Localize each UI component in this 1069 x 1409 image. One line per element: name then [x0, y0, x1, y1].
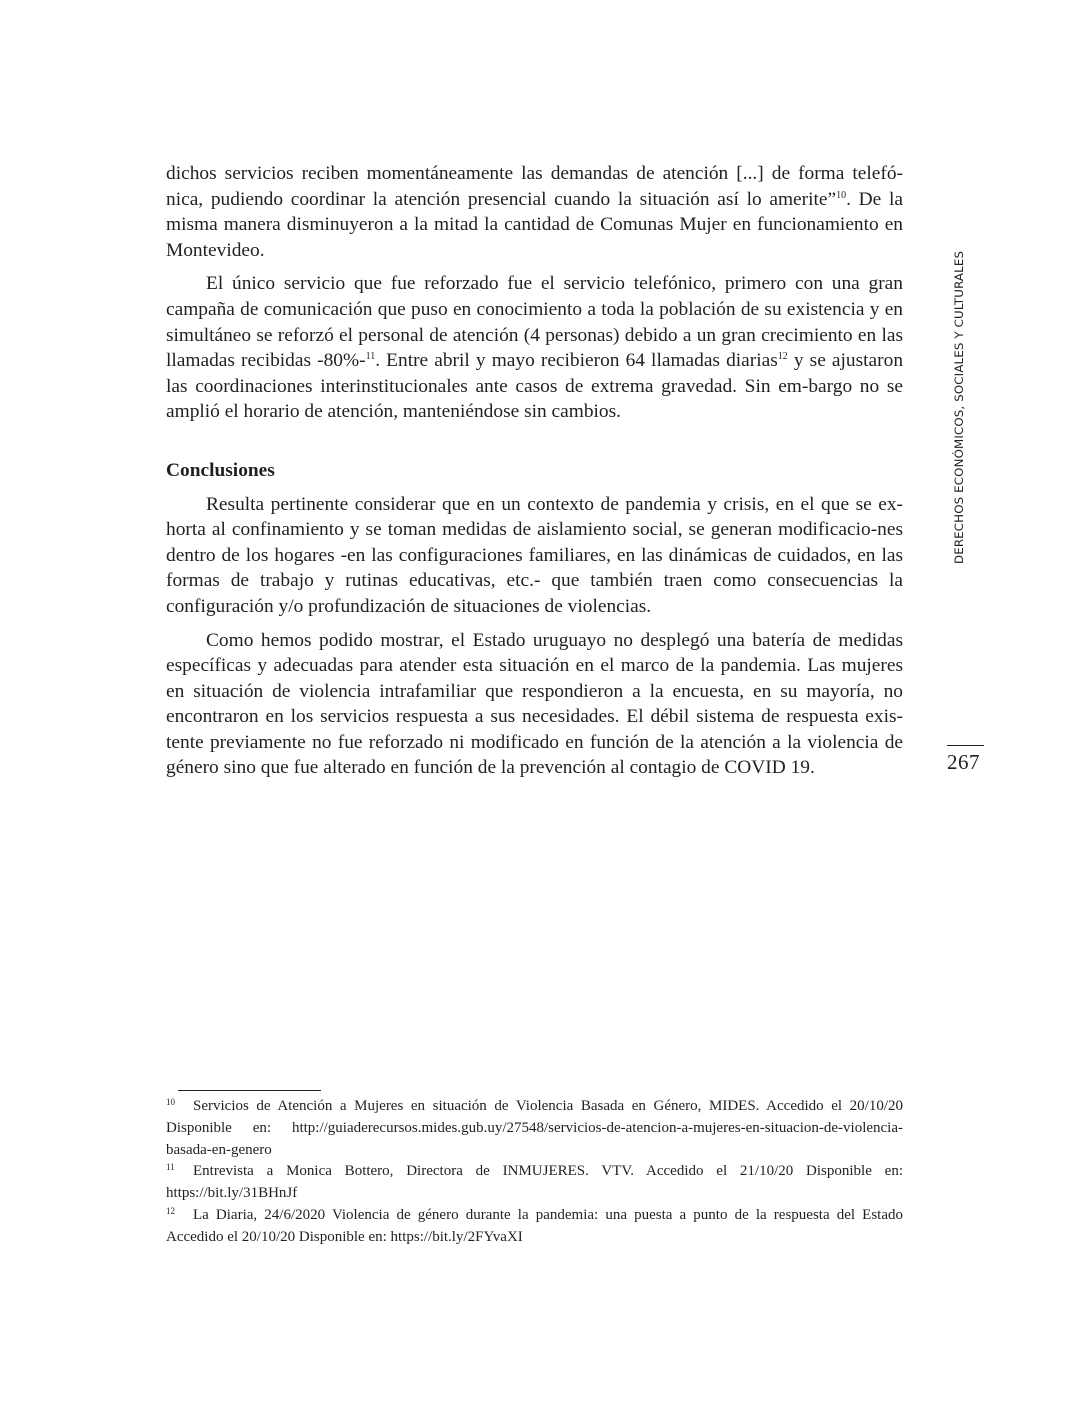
paragraph-2-text-a: El único servicio que fue reforzado fue el servicio telefónico, primero con una gran campaña de comunicación que puso en conocimiento a toda la población de su existencia y en simultáneo se reforzó el personal de atención (4 personas) debido a un gran crecimiento en las llamadas recibidas -80%- [166, 273, 903, 372]
footnote-text: Servicios de Atención a Mujeres en situación de Violencia Basada en Género, MIDES. Accedido el 20/10/20 Disponible en: http://guiaderecursos.mides.gub.uy/27548/servicios-de-atencion-a-mujeres-en-situacion-de-violencia-basada-en-genero [166, 1098, 903, 1158]
paragraph-1-text-b: . De la misma manera disminuyeron a la mitad la cantidad de Comunas Mujer en funcionamiento en Montevideo. [166, 188, 903, 261]
page-number-rule [947, 745, 984, 746]
paragraph-2-text-c: y se ajustaron las coordinaciones interinstitucionales ante casos de extrema gravedad. Sin em-bargo no se amplió el horario de atención, manteniéndose sin cambios. [166, 350, 904, 423]
footnotes [166, 1096, 903, 1249]
footnote-ref-11[interactable]: 11 [365, 351, 376, 363]
footnote-text: Entrevista a Monica Bottero, Directora de INMUJERES. VTV. Accedido el 21/10/20 Disponible en: https://bit.ly/31BHnJf [166, 1163, 903, 1202]
paragraph-3: Resulta pertinente considerar que en un contexto de pandemia y crisis, en el que se ex-horta al confinamiento y se toman medidas de aislamiento social, se generan modificacio-nes dentro de los hogares -en las configuraciones familiares, en las dinámicas de cuidados, en las formas de trabajo y rutinas educativas, etc.- que también traen como consecuencias la configuración y/o profundización de situaciones de violencias. [166, 493, 903, 617]
section-heading: Conclusiones [166, 459, 275, 481]
footnote-separator [178, 1090, 321, 1091]
paragraph-4: Como hemos podido mostrar, el Estado uruguayo no desplegó una batería de medidas específicas y adecuadas para atender esta situación en el marco de la pandemia. Las mujeres en situación de violencia intrafamiliar que respondieron a la encuesta, en su mayoría, no encontraron en los servicios respuesta a sus necesidades. El débil sistema de respuesta exis-tente previamente no fue reforzado ni modificado en función de la atención a la violencia de género sino que fue alterado en función de la prevención al contagio de COVID 19. [166, 629, 903, 779]
paragraph-1 [166, 161, 903, 263]
footnote-text: La Diaria, 24/6/2020 Violencia de género durante la pandemia: una puesta a punto de la respuesta del Estado Accedido el 20/10/20 Disponible en: https://bit.ly/2FYvaXI [166, 1206, 903, 1245]
footnote-ref-12[interactable]: 12 [777, 351, 788, 363]
footnote-11: 11 Entrevista a Monica Bottero, Directora de INMUJERES. VTV. Accedido el 21/10/20 Disponible en: https://bit.ly/31BHnJf [166, 1162, 903, 1202]
paragraph-2 [166, 271, 903, 425]
footnote-ref-10[interactable]: 10 [836, 189, 847, 201]
running-section-label: DERECHOS ECONÓMICOS, SOCIALES Y CULTURALES [952, 250, 966, 564]
paragraph-2-text-b: . Entre abril y mayo recibieron 64 llamadas diarias [375, 350, 778, 372]
paragraph-1-text-a: dichos servicios reciben momentáneamente las demandas de atención [...] de forma telefó-nica, pudiendo coordinar la atención presencial cuando la situación así lo amerite” [166, 163, 903, 210]
page-number: 267 [947, 750, 980, 774]
main-text [166, 161, 903, 781]
footnote-10: 10 Servicios de Atención a Mujeres en situación de Violencia Basada en Género, MIDES. Accedido el 20/10/20 Disponible en: http://guiaderecursos.mides.gub.uy/27548/servicios-de-atencion-a-mujeres-en-situacion-de-violencia-basada-en-genero [166, 1097, 903, 1158]
footnote-12: 12 La Diaria, 24/6/2020 Violencia de género durante la pandemia: una puesta a punto de la respuesta del Estado Accedido el 20/10/20 Disponible en: https://bit.ly/2FYvaXI [166, 1205, 903, 1245]
